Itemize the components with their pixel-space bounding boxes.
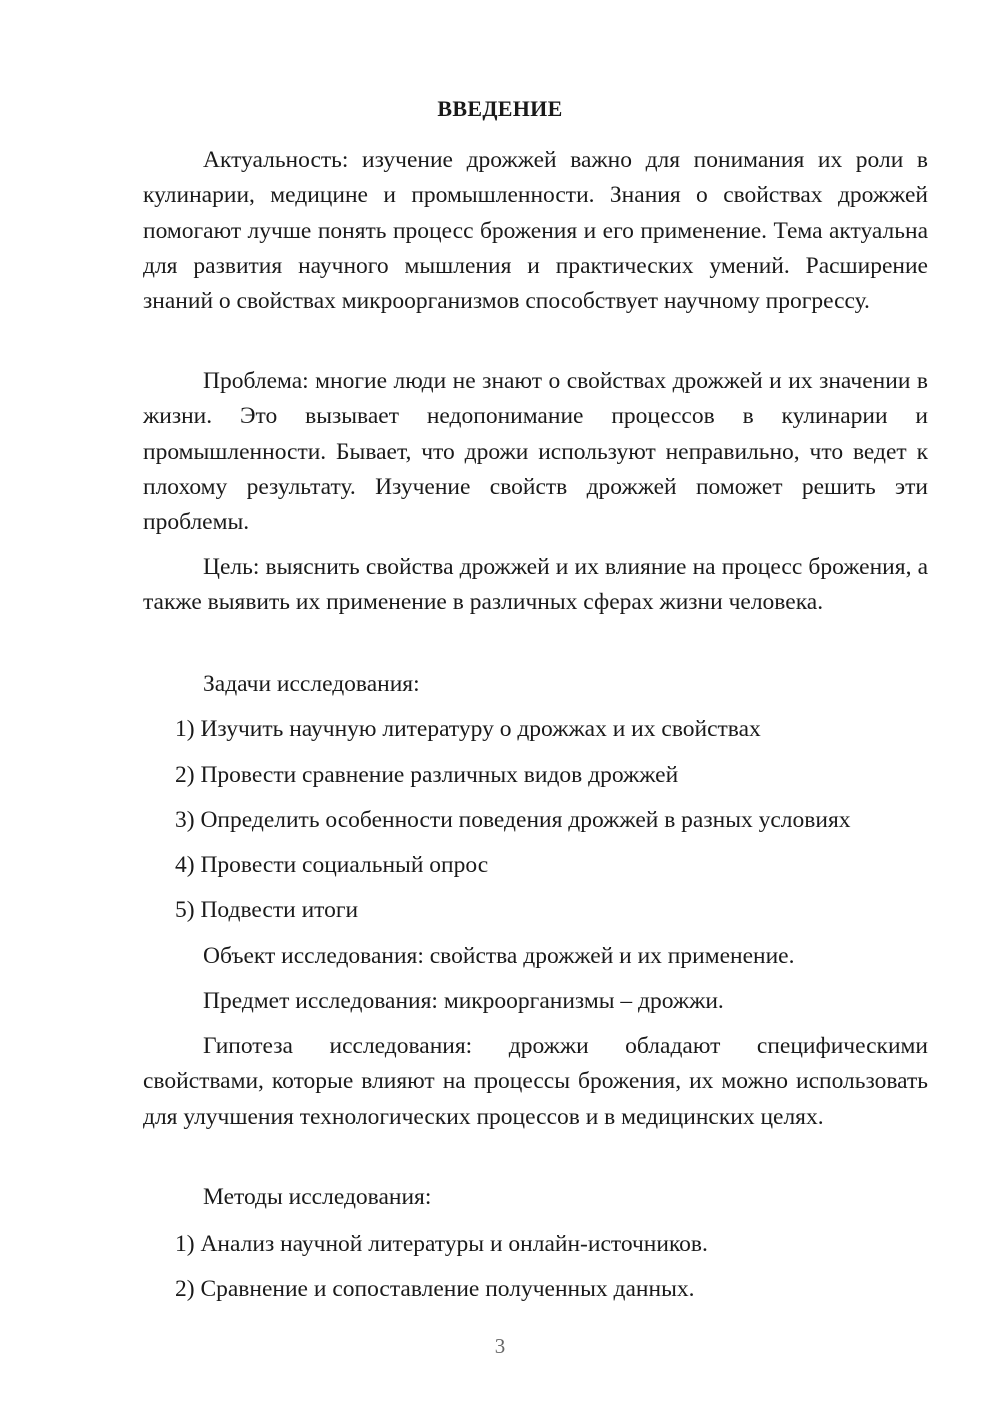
research-subject: Предмет исследования: микроорганизмы – дрожжи.	[203, 988, 724, 1014]
task-item-5: 5) Подвести итоги	[175, 897, 359, 923]
task-item-4: 4) Провести социальный опрос	[175, 852, 489, 878]
paragraph-hypothesis: Гипотеза исследования: дрожжи обладают специфическими свойствами, которые влияют на процессы брожения, их можно использовать для улучшения технологических процессов и в медицинских целях.	[143, 1033, 928, 1130]
paragraph-relevance: Актуальность: изучение дрожжей важно для понимания их роли в кулинарии, медицине и промышленности. Знания о свойствах дрожжей помогают лучше понять процесс брожения и его применение. Тема актуальна для развития научного мышления и практических умений. Расширение знаний о свойствах микроорганизмов способствует научному прогрессу.	[143, 147, 928, 315]
methods-title: Методы исследования:	[203, 1184, 432, 1210]
method-item-1: 1) Анализ научной литературы и онлайн-источников.	[175, 1231, 708, 1257]
section-heading: ВВЕДЕНИЕ	[437, 96, 563, 121]
task-item-1: 1) Изучить научную литературу о дрожжах и их свойствах	[175, 716, 761, 742]
tasks-title: Задачи исследования:	[203, 671, 420, 697]
method-item-2: 2) Сравнение и сопоставление полученных данных.	[175, 1276, 695, 1302]
task-item-2: 2) Провести сравнение различных видов дрожжей	[175, 762, 679, 788]
paragraph-problem: Проблема: многие люди не знают о свойствах дрожжей и их значении в жизни. Это вызывает недопонимание процессов в кулинарии и промышленности. Бывает, что дрожи используют неправильно, что ведет к плохому результату. Изучение свойств дрожжей поможет решить эти проблемы.	[143, 368, 928, 536]
page-number: 3	[494, 1334, 506, 1358]
paragraph-goal: Цель: выяснить свойства дрожжей и их влияние на процесс брожения, а также выявить их применение в различных сферах жизни человека.	[143, 554, 928, 616]
task-item-3: 3) Определить особенности поведения дрожжей в разных условиях	[175, 807, 851, 833]
research-object: Объект исследования: свойства дрожжей и их применение.	[203, 943, 795, 969]
